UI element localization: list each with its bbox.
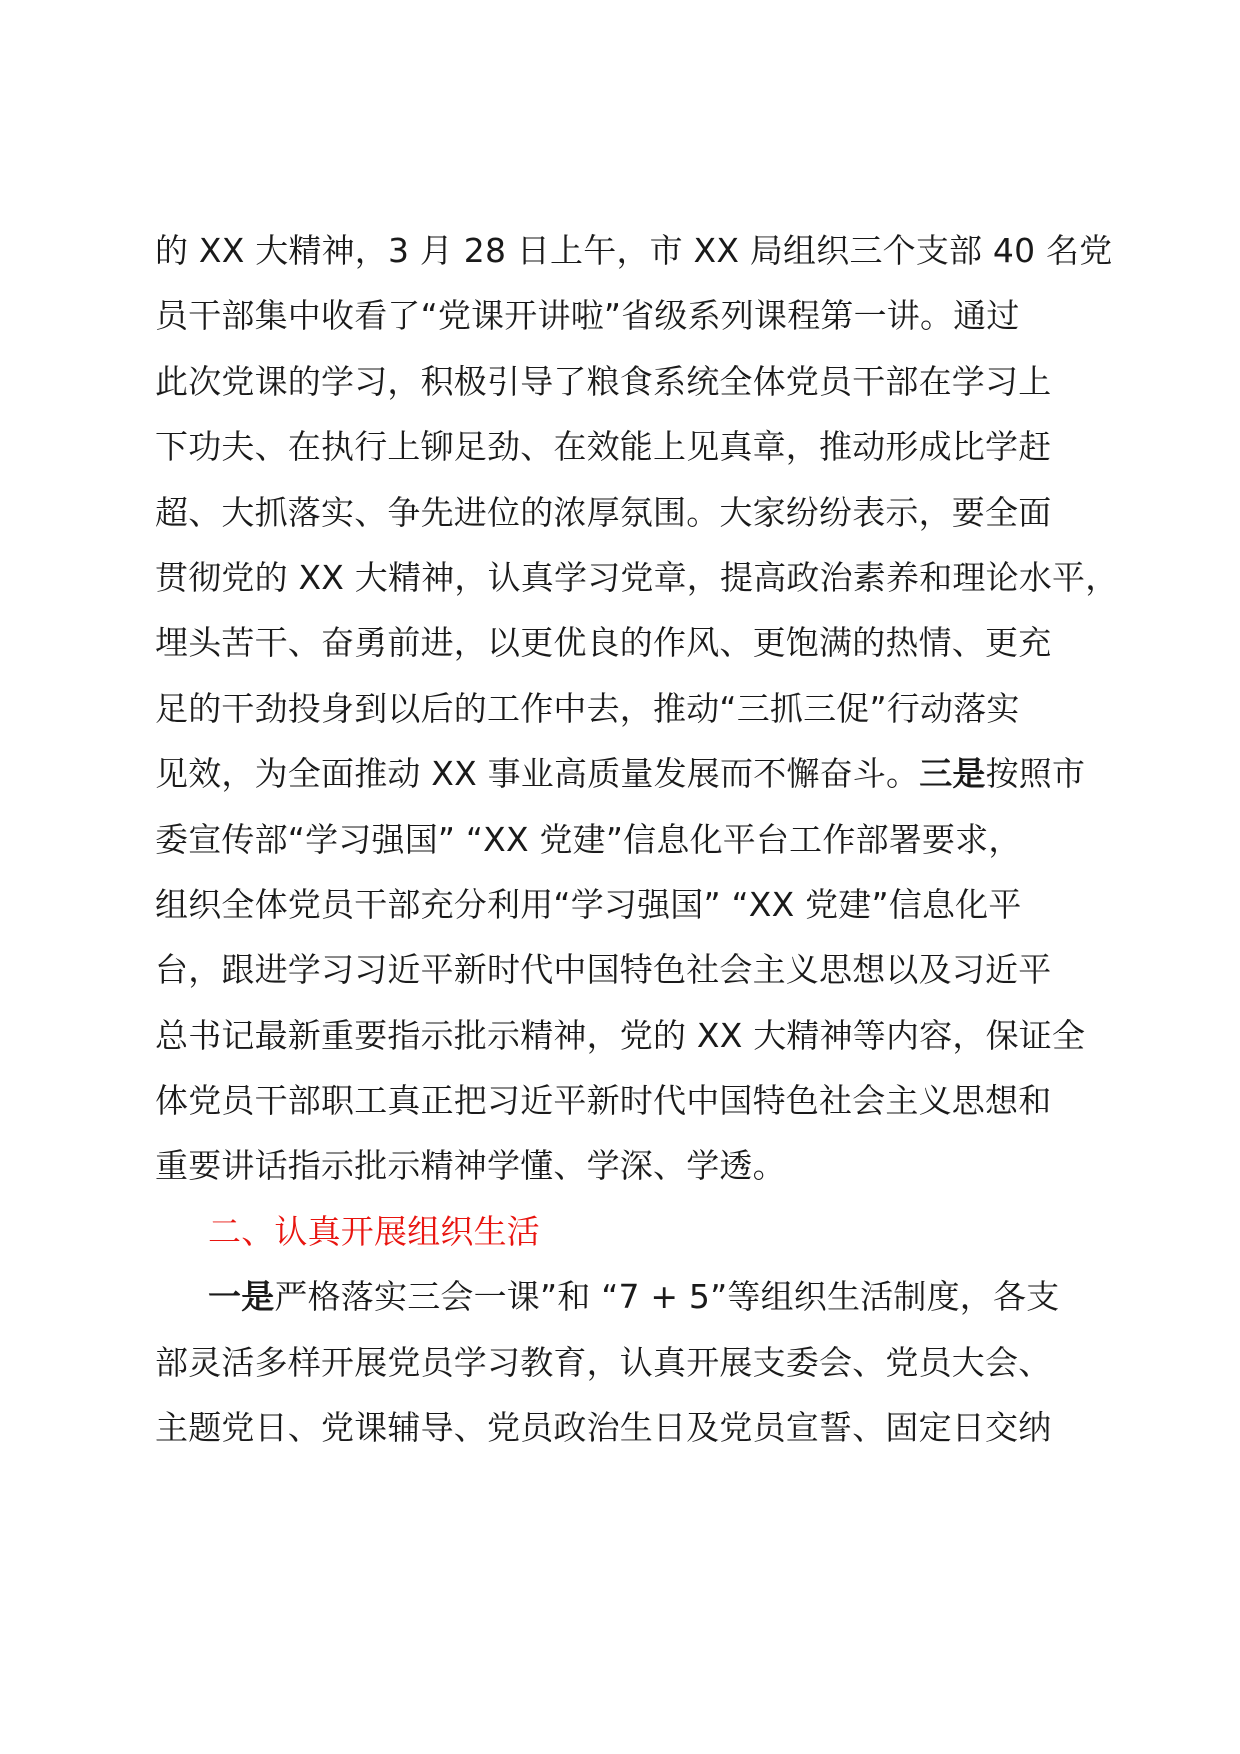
text-line: 总书记最新重要指示批示精神，党的 XX 大精神等内容，保证全 — [155, 1015, 1086, 1055]
text-line: 埋头苦干、奋勇前进，以更优良的作风、更饱满的热情、更充 — [155, 623, 1052, 663]
section-heading: 二、认真开展组织生活 — [208, 1211, 540, 1251]
text-line: 贯彻党的 XX 大精神，认真学习党章，提高政治素养和理论水平， — [155, 557, 1119, 597]
text-line: 的 XX 大精神，3 月 28 日上午，市 XX 局组织三个支部 40 名党 — [155, 231, 1113, 270]
text-line: 组织全体党员干部充分利用“学习强国” “XX 党建”信息化平 — [155, 884, 1022, 924]
text-line: 体党员干部职工真正把习近平新时代中国特色社会主义思想和 — [155, 1081, 1052, 1121]
text-line: 此次党课的学习，积极引导了粮食系统全体党员干部在学习上 — [155, 361, 1052, 401]
text-line: 重要讲话指示批示精神学懂、学深、学透。 — [155, 1146, 786, 1186]
text-line: 主题党日、党课辅导、党员政治生日及党员宣誓、固定日交纳 — [155, 1408, 1052, 1448]
text-segment: 严格落实三会一课”和 “7 + 5”等组织生活制度，各支 — [274, 1277, 1060, 1317]
text-segment: 见效，为全面推动 XX 事业高质量发展而不懈奋斗。 — [155, 754, 920, 794]
document-body — [155, 218, 1119, 1460]
text-line: 委宣传部“学习强国” “XX 党建”信息化平台工作部署要求， — [155, 819, 1022, 859]
text-line: 员干部集中收看了“党课开讲啦”省级系列课程第一讲。通过 — [155, 296, 1020, 336]
bold-lead-in: 三是 — [919, 754, 986, 794]
text-line: 足的干劲投身到以后的工作中去，推动“三抓三促”行动落实 — [155, 688, 1020, 728]
text-line: 台，跟进学习习近平新时代中国特色社会主义思想以及习近平 — [155, 950, 1052, 990]
text-line — [155, 1264, 1115, 1329]
text-line: 超、大抓落实、争先进位的浓厚氛围。大家纷纷表示，要全面 — [155, 492, 1052, 532]
text-line — [155, 741, 1115, 806]
text-line: 下功夫、在执行上铆足劲、在效能上见真章，推动形成比学赶 — [155, 427, 1052, 467]
text-segment: 按照市 — [985, 754, 1086, 794]
text-line: 部灵活多样开展党员学习教育，认真开展支委会、党员大会、 — [155, 1342, 1052, 1382]
bold-lead-in: 一是 — [208, 1277, 275, 1317]
